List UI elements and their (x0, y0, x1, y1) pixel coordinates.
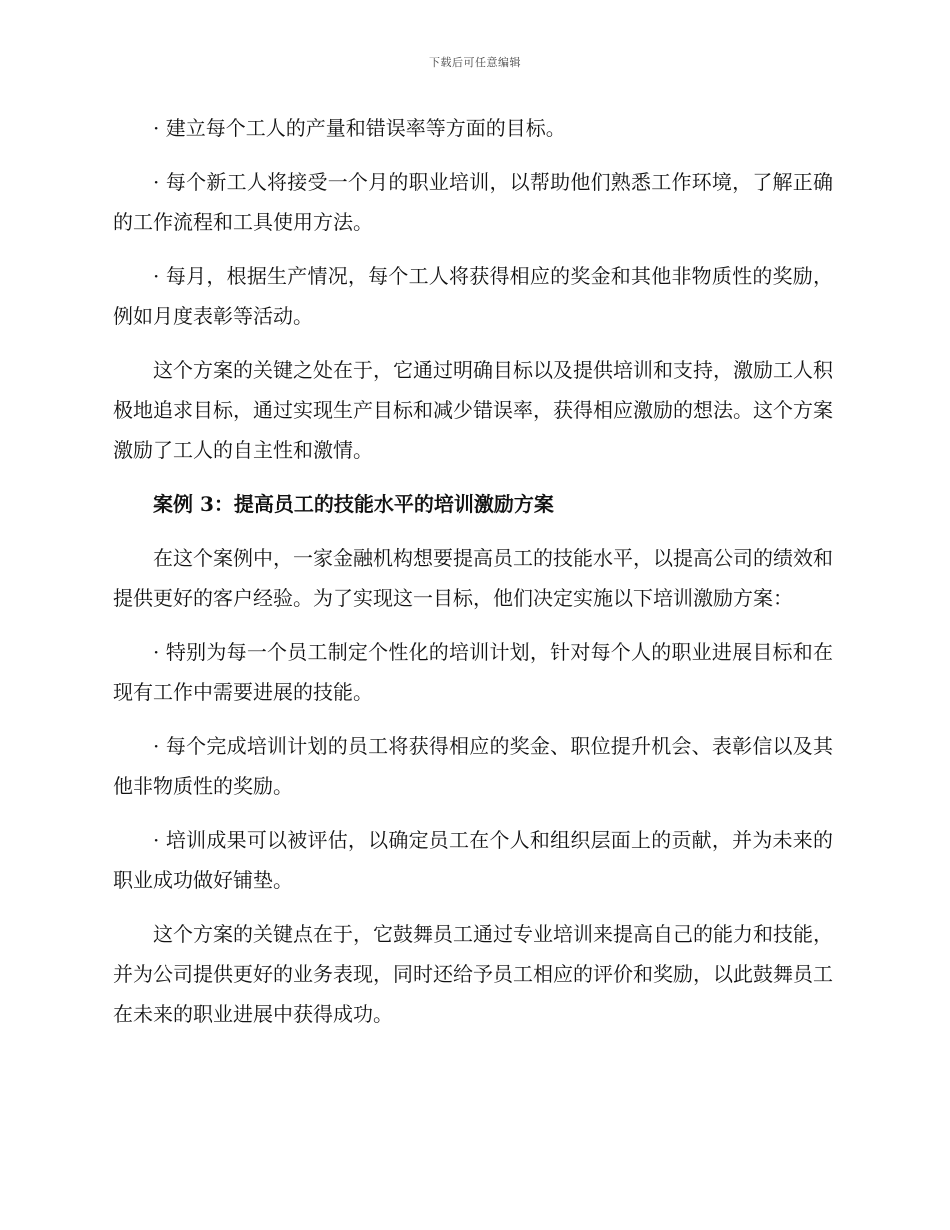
summary-paragraph: 这个方案的关键点在于，它鼓舞员工通过专业培训来提高自己的能力和技能，并为公司提供更好的业务表现，同时还给予员工相应的评价和奖励，以此鼓舞员工在未来的职业进展中获得成功。 (113, 922, 833, 1026)
intro-paragraph: 在这个案例中，一家金融机构想要提高员工的技能水平，以提高公司的绩效和提供更好的客户经验。为了实现这一目标，他们决定实施以下培训激励方案： (113, 546, 833, 610)
page-header: 下载后可任意编辑 (429, 56, 521, 69)
bullet-paragraph: · 建立每个工人的产量和错误率等方面的目标。 (153, 116, 566, 140)
bullet-paragraph: · 每个新工人将接受一个月的职业培训，以帮助他们熟悉工作环境，了解正确的工作流程和工具使用方法。 (113, 170, 833, 234)
section-heading: 案例 3：提高员工的技能水平的培训激励方案 (153, 492, 554, 516)
summary-paragraph: 这个方案的关键之处在于，它通过明确目标以及提供培训和支持，激励工人积极地追求目标，通过实现生产目标和减少错误率，获得相应激励的想法。这个方案激励了工人的自主性和激情。 (113, 358, 833, 462)
bullet-paragraph: · 特别为每一个员工制定个性化的培训计划，针对每个人的职业进展目标和在现有工作中需要进展的技能。 (113, 640, 833, 704)
document-body (113, 108, 833, 1034)
bullet-paragraph: · 每个完成培训计划的员工将获得相应的奖金、职位提升机会、表彰信以及其他非物质性的奖励。 (113, 734, 833, 798)
bullet-paragraph: · 培训成果可以被评估，以确定员工在个人和组织层面上的贡献，并为未来的职业成功做好铺垫。 (113, 828, 833, 892)
bullet-paragraph: · 每月，根据生产情况，每个工人将获得相应的奖金和其他非物质性的奖励，例如月度表彰等活动。 (113, 264, 833, 328)
